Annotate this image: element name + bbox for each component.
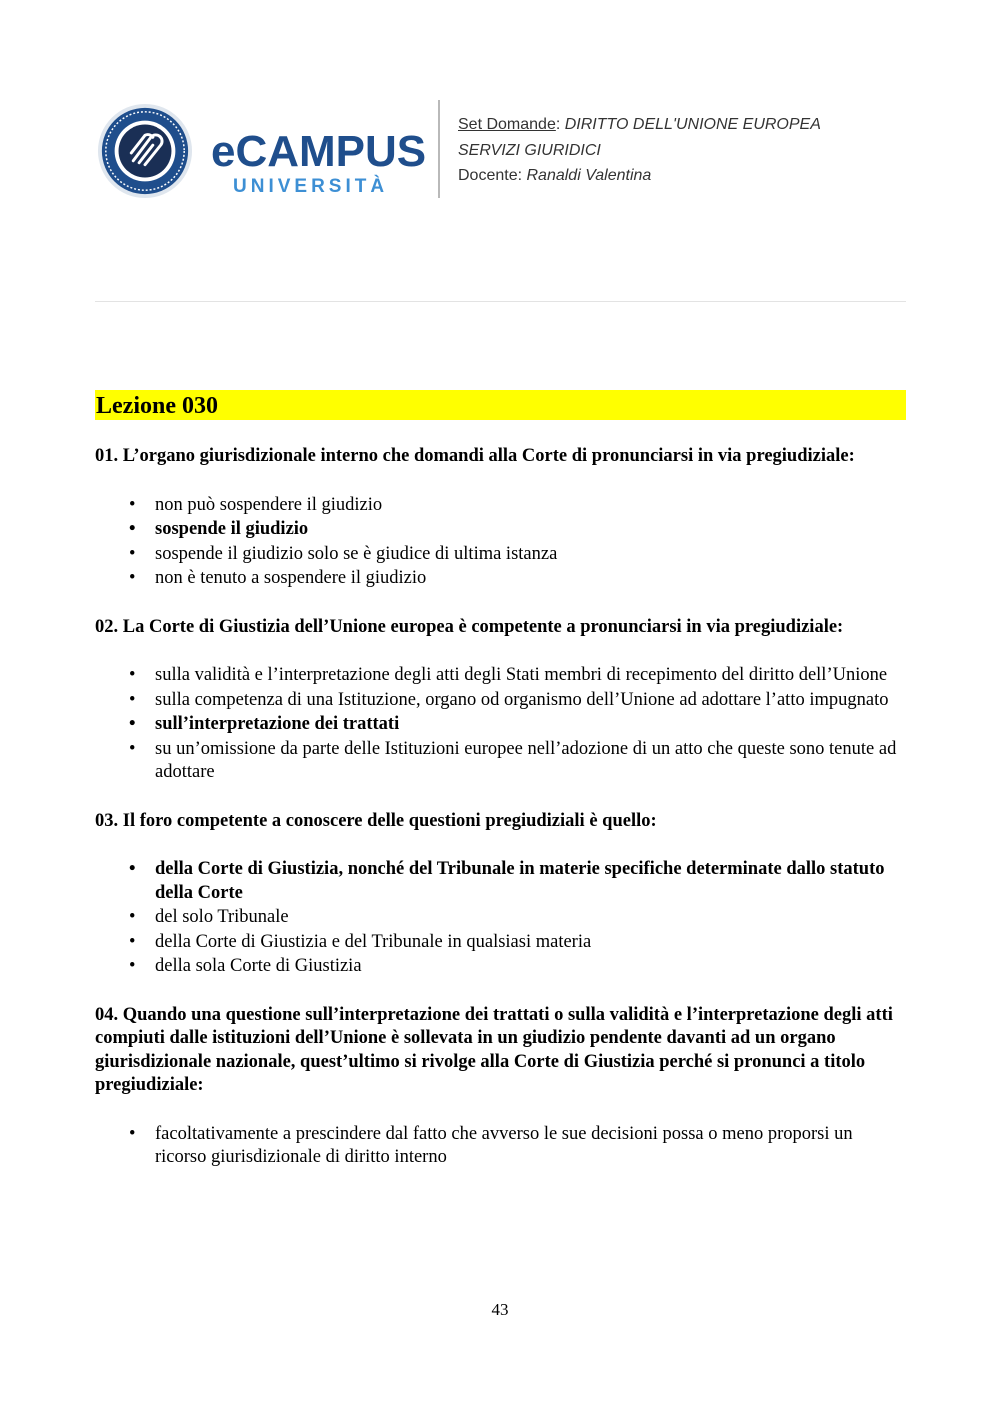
set-colon: : — [555, 116, 561, 133]
page-number: 43 — [491, 1300, 509, 1319]
answer-item: • sospende il giudizio solo se è giudice di ultima istanza — [95, 543, 906, 567]
header-divider — [438, 100, 440, 198]
answer-item: • della sola Corte di Giustizia — [95, 955, 906, 979]
document-header — [96, 100, 916, 200]
question-block — [95, 810, 906, 979]
ecampus-seal-logo — [96, 102, 194, 200]
logo-text: eCAMPUS — [211, 127, 427, 176]
answer-item: • sulla competenza di una Istituzione, organo od organismo dell’Unione ad adottare l’atto impugnato — [95, 689, 906, 713]
answer-item: • sulla validità e l’interpretazione degli atti degli Stati membri di recepimento del diritto dell’Unione — [95, 664, 906, 688]
teacher-name: Ranaldi Valentina — [526, 167, 652, 184]
answer-item: • della Corte di Giustizia e del Tribunale in qualsiasi materia — [95, 931, 906, 955]
question-block — [95, 1004, 906, 1170]
subject-line-2: SERVIZI GIURIDICI — [458, 141, 601, 159]
answer-item: • non è tenuto a sospendere il giudizio — [95, 567, 906, 591]
question-block — [95, 616, 906, 785]
answer-list — [95, 664, 906, 785]
question-block — [95, 445, 906, 591]
answer-list — [95, 1123, 906, 1170]
set-line — [458, 112, 821, 138]
lesson-title: Lezione 030 — [95, 390, 906, 420]
question-text: 03. Il foro competente a conoscere delle questioni pregiudiziali è quello: — [95, 810, 657, 831]
answer-item-correct: • sull’interpretazione dei trattati — [95, 713, 906, 737]
answer-item: • del solo Tribunale — [95, 906, 906, 930]
teacher-line — [458, 163, 821, 189]
course-info — [458, 112, 821, 189]
subject-line-1: DIRITTO DELL'UNIONE EUROPEA — [564, 116, 821, 133]
ecampus-wordmark — [211, 127, 427, 198]
header-separator — [95, 301, 906, 302]
teacher-label: Docente: — [458, 167, 523, 184]
question-text: 01. L’organo giurisdizionale interno che domandi alla Corte di pronunciarsi in via pregiudiziale: — [95, 446, 855, 466]
answer-item-correct: • della Corte di Giustizia, nonché del Tribunale in materie specifiche determinate dallo statuto della Corte — [95, 858, 906, 905]
answer-item: • non può sospendere il giudizio — [95, 494, 906, 518]
document-body — [95, 390, 906, 1195]
set-label: Set Domande — [458, 116, 556, 133]
answer-list — [95, 858, 906, 979]
answer-item: • facoltativamente a prescindere dal fatto che avverso le sue decisioni possa o meno proporsi un ricorso giurisdizionale di diritto interno — [95, 1123, 906, 1170]
question-text: 02. La Corte di Giustizia dell’Unione europea è competente a pronunciarsi in via pregiudiziale: — [95, 616, 844, 637]
question-text: 04. Quando una questione sull’interpretazione dei trattati o sulla validità e l’interpretazione degli atti compiuti dalle istituzioni dell’Unione è sollevata in un giudizio pendente davanti ad un organo giurisdizionale nazionale, quest’ultimo si rivolge alla Corte di Giustizia perché si pronunci a titolo pregiudiziale: — [95, 1004, 893, 1095]
answer-item-correct: • sospende il giudizio — [95, 518, 906, 542]
answer-list — [95, 494, 906, 591]
answer-item: • su un’omissione da parte delle Istituzioni europee nell’adozione di un atto che queste sono tenute ad adottare — [95, 738, 906, 785]
logo-subtext: UNIVERSITÀ — [233, 176, 389, 197]
